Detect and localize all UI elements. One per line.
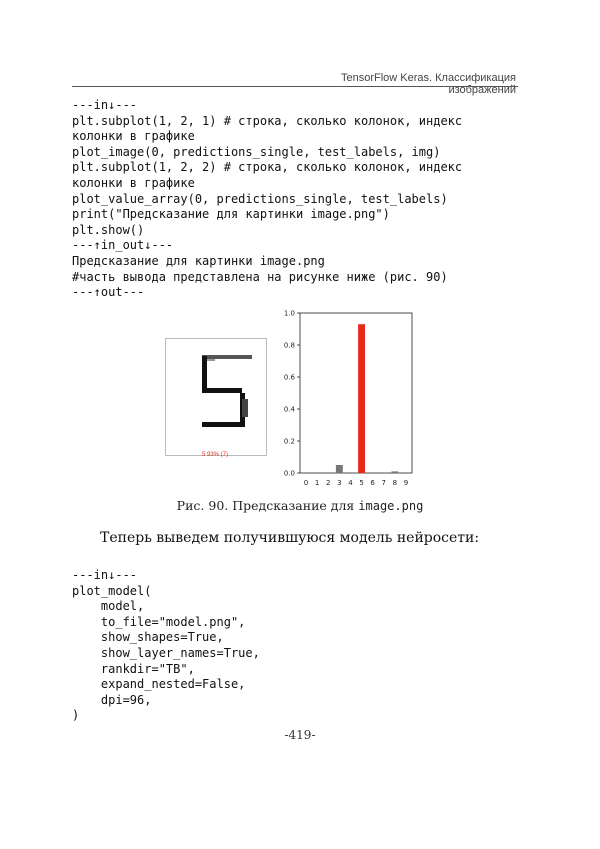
x-tick-label: 9 (403, 479, 409, 487)
code-line: ---↑out--- (72, 285, 145, 300)
bar-8 (391, 471, 398, 473)
code-line: колонки в графике (72, 129, 195, 144)
x-tick-label: 3 (337, 479, 342, 487)
body-paragraph: Теперь выведем получившуюся модель нейросети: (100, 530, 480, 546)
page-number: -419- (284, 728, 316, 742)
code-line: ---↑in_out↓--- (72, 238, 174, 253)
code-line: ---in↓--- (72, 568, 138, 582)
code-line: dpi=96, (72, 692, 152, 707)
y-tick-label: 1.0 (283, 309, 295, 318)
x-tick-label: 5 (359, 479, 364, 487)
y-tick-label: 0.8 (283, 341, 295, 350)
code-line: plt.subplot(1, 2, 2) # строка, сколько колонок, индекс (72, 160, 463, 175)
x-tick-label: 6 (370, 479, 375, 487)
y-tick-label: 0.6 (283, 373, 295, 382)
chart-frame (300, 313, 412, 473)
y-tick-label: 0.0 (283, 469, 295, 478)
bar-3 (336, 465, 343, 473)
code-line: plot_model( (72, 583, 152, 598)
running-header: TensorFlow Keras. Классификация изображений (340, 72, 516, 96)
digit-five-drawing (166, 339, 266, 455)
header-rule (72, 86, 518, 87)
x-tick-label: 1 (314, 479, 320, 487)
code-line: expand_nested=False, (72, 677, 246, 692)
code-line: show_shapes=True, (72, 630, 224, 645)
figure-caption-filename: image.png (358, 499, 424, 513)
prediction-bar-chart (278, 305, 418, 490)
x-tick-label: 8 (392, 479, 398, 487)
y-tick-label: 0.4 (283, 405, 295, 414)
x-tick-label: 7 (381, 479, 387, 487)
y-tick-label: 0.2 (283, 437, 295, 446)
code-line: to_file="model.png", (72, 614, 246, 629)
code-line: model, (72, 599, 145, 614)
figure-caption (72, 498, 528, 513)
digit-image (165, 338, 267, 456)
code-line: ---in↓--- (72, 98, 138, 112)
code-line: show_layer_names=True, (72, 645, 260, 660)
x-tick-label: 0 (303, 479, 309, 487)
code-line: plot_image(0, predictions_single, test_labels, img) (72, 144, 441, 159)
x-tick-label: 4 (348, 479, 353, 487)
code-line: plt.subplot(1, 2, 1) # строка, сколько колонок, индекс (72, 113, 463, 128)
figure-caption-text: Рис. 90. Предсказание для (176, 498, 359, 513)
code-line: ) (72, 708, 80, 723)
digit-prediction-label: 5 93% (7) (201, 452, 228, 458)
code-line: plt.show() (72, 222, 145, 237)
code-line: print("Предсказание для картинки image.png") (72, 207, 390, 222)
code-line: #часть вывода представлена на рисунке ниже (рис. 90) (72, 269, 448, 284)
code-line: колонки в графике (72, 175, 195, 190)
code-line: plot_value_array(0, predictions_single, test_labels) (72, 191, 448, 206)
code-block-plot-model (72, 568, 260, 724)
bar-5 (358, 324, 365, 473)
code-line: Предсказание для картинки image.png (72, 253, 325, 268)
code-block-prediction (72, 98, 462, 301)
x-tick-label: 2 (325, 479, 331, 487)
code-line: rankdir="TB", (72, 661, 195, 676)
